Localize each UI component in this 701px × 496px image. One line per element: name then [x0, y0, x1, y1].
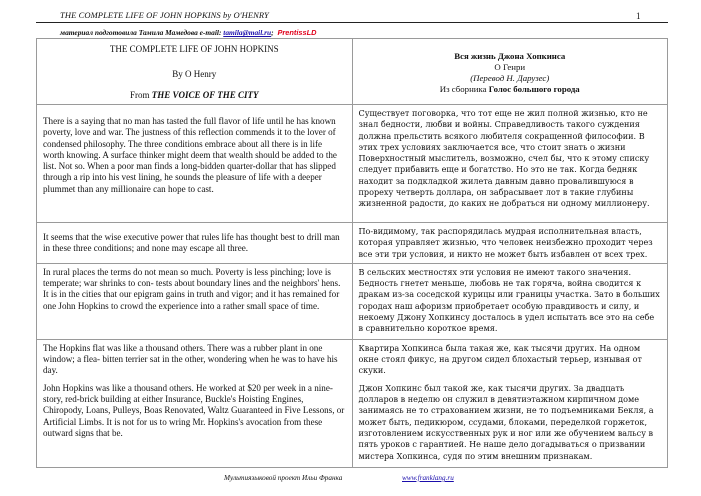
parallel-text-table — [36, 38, 668, 468]
paragraph-row — [37, 339, 668, 467]
english-paragraph-cell — [37, 223, 353, 264]
russian-paragraph-cell — [352, 223, 668, 264]
russian-from-prefix: Из сборника — [439, 84, 487, 94]
english-paragraph: John Hopkins was like a thousand others. He worked at $20 per week in a nine-story, red-brick building at either Insurance, Buckle's Hoisting Engines, Chiropody, Loans, Pulleys, Boas Renovated, Waltz Guaranteed in Five Lessons, or Artificial Limbs. It is not for us to wring Mr. Hopkins's avocation from these outward signs that be. — [43, 382, 345, 438]
russian-paragraph: Джон Хопкинс был такой же, как тысячи других. За двадцать долларов в неделю он служил в девятиэтажном кирпичном доме занимаясь не то страхованием жизни, не то подъемниками Бекля, а может быть, педикюром, ссудами, блоками, переделкой горжеток, изготовлением искусственных рук и ног или же обучением вальсу в пять уроков с гарантией. Не наше дело догадываться о призвании мистера Хопкинса, судя по этим внешним признакам. — [358, 382, 654, 461]
english-paragraph: In rural places the terms do not mean so much. Poverty is less pinching; love is temperate; war shrinks to con- tests about boundary lines and the neighbors' hens. It is in the cities that our epigram gains in truth and vigor; and it has remained for one John Hopkins to crowd the experience into a rather small space of time. — [43, 266, 341, 311]
running-header-title: THE COMPLETE LIFE OF JOHN HOPKINS by O'HENRY — [60, 10, 269, 20]
russian-source — [359, 84, 662, 95]
english-heading-cell — [37, 39, 353, 105]
credit-email-link[interactable]: tamila@mail.ru — [223, 28, 272, 37]
russian-author: О Генри — [494, 62, 526, 72]
russian-title: Вся жизнь Джона Хопкинса — [454, 51, 566, 61]
credit-brand: PrentissLD — [277, 28, 317, 37]
credit-separator: ; — [271, 28, 274, 37]
paragraph-row — [37, 223, 668, 264]
russian-paragraph: Квартира Хопкинса была такая же, как тысячи других. На одном окне стоял фикус, на другом сидел блохастый терьер, изнывая от скуки. — [358, 342, 642, 376]
english-from-prefix: From — [129, 90, 150, 100]
credit-line — [60, 28, 316, 37]
russian-collection: Голос большого города — [488, 84, 580, 94]
paragraph-row — [37, 263, 668, 339]
russian-translator: (Перевод Н. Дарузес) — [470, 73, 550, 83]
russian-paragraph-cell — [352, 339, 668, 467]
russian-paragraph: В сельских местностях эти условия не имеют такого значения. Бедность гнетет меньше, любовь не так горяча, война сводится к дракам из-за соседской курицы или границы участка. Зато в больших городах наш афоризм приобретает особую правдивость и силу, и некоему Джону Хопкинсу досталось в удел испытать все это на себе в сравнительно короткое время. — [358, 266, 660, 334]
russian-paragraph-cell — [352, 105, 668, 223]
paragraph-row — [37, 105, 668, 223]
english-collection: THE VOICE OF THE CITY — [151, 90, 259, 100]
english-paragraph: The Hopkins flat was like a thousand others. There was a rubber plant in one window; a flea- bitten terrier sat in the other, wondering when he was to have his day. — [43, 342, 338, 376]
footer-site-link[interactable]: www.franklang.ru — [402, 474, 454, 482]
header-rule — [36, 22, 668, 23]
footer-project: Мультиязыковой проект Ильи Франка — [224, 474, 343, 482]
english-source — [43, 90, 346, 101]
russian-paragraph-cell — [352, 263, 668, 339]
page-number: 1 — [636, 11, 641, 21]
russian-heading-cell — [352, 39, 668, 105]
russian-paragraph: Существует поговорка, что тот еще не жил полной жизнью, кто не знал бедности, любви и войны. Справедливость такого суждения должна прельстить всякого любителя сокращенной философии. В этих трех условиях заключается все, что стоит знать о жизни Поверхностный мыслитель, возможно, счел бы, что к этому списку следует прибавить еще и богатство. Но это не так. Когда бедняк находит за подкладкой жилета давным давно провалившуюся в прореху четверть доллара, он забрасывает лот в такие глубины жизненной радости, до каких не добраться ни одному миллионеру. — [358, 108, 650, 209]
english-paragraph: There is a saying that no man has tasted the full flavor of life until he has known poverty, love and war. The justness of this reflection commends it to the lover of condensed philosophy. The three conditions embrace about all there is in life worth knowing. A surface thinker might deem that wealth should be added to the list. Not so. When a poor man finds a long-bidden quarter-dollar that has slipped through a rip into his vest lining, he sounds the pleasure of life with a deeper plummet than any millionaire can hope to cast. — [43, 116, 337, 194]
credit-prefix: материал подготовила Тамила Мамедова e-mail: — [60, 28, 222, 37]
english-paragraph: It seems that the wise executive power that rules life has thought best to drill man in these three conditions; and none may escape all three. — [43, 232, 340, 254]
english-title: THE COMPLETE LIFE OF JOHN HOPKINS — [109, 44, 279, 54]
english-paragraph-cell — [37, 263, 353, 339]
english-author: By O Henry — [172, 69, 217, 79]
russian-paragraph: По-видимому, так распорядилась мудрая исполнительная власть, которая управляет жизнью, что человек неизбежно проходит через все эти три условия, и никто не может быть избавлен от всех трех. — [358, 226, 653, 259]
english-paragraph-cell — [37, 105, 353, 223]
heading-row — [37, 39, 668, 105]
english-paragraph-cell — [37, 339, 353, 467]
